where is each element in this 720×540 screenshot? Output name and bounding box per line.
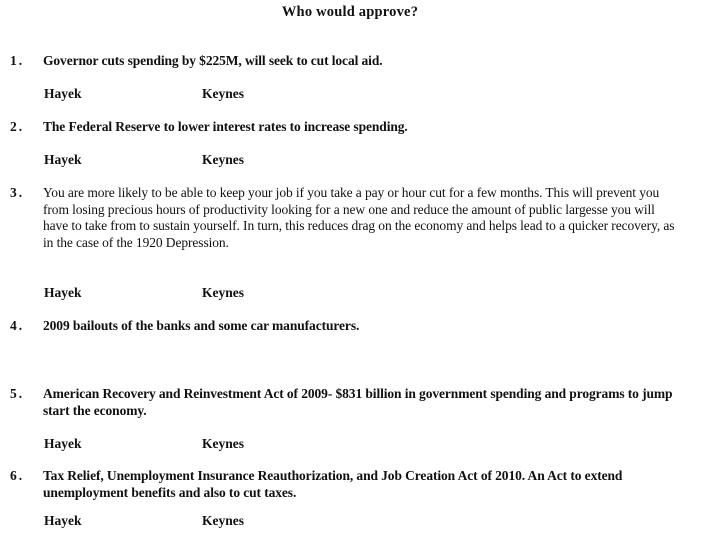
question-text: American Recovery and Reinvestment Act of 2009- $831 billion in government spending and programs to jump start the economy. (43, 386, 673, 418)
question-text: Tax Relief, Unemployment Insurance Reauthorization, and Job Creation Act of 2010. An Act to extend unemployment benefits and also to cut taxes. (43, 468, 623, 500)
question-number: 3. (10, 185, 25, 200)
question-text: 2009 bailouts of the banks and some car manufacturers. (43, 318, 360, 333)
question-text: You are more likely to be able to keep your job if you take a pay or hour cut for a few months. This will prevent you from losing precious hours of productivity looking for a new one and reduce the amount of public largesse you will have to take from to sustain yourself. In turn, this reduces drag on the economy and helps lead to a quicker recovery, as in the case of the 1920 Depression. (43, 185, 675, 250)
option-hayek[interactable]: Hayek (44, 152, 82, 167)
question-1 (10, 53, 690, 70)
option-hayek[interactable]: Hayek (44, 285, 82, 300)
question-number: 4. (10, 318, 25, 333)
option-hayek[interactable]: Hayek (44, 436, 82, 451)
option-keynes[interactable]: Keynes (202, 285, 244, 300)
option-hayek[interactable]: Hayek (44, 513, 82, 528)
question-6 (10, 468, 690, 501)
option-keynes[interactable]: Keynes (202, 436, 244, 451)
question-2 (10, 119, 690, 136)
question-3 (10, 185, 690, 251)
page-title: Who would approve? (281, 4, 419, 20)
question-5 (10, 386, 690, 419)
question-4 (10, 318, 690, 335)
question-number: 1. (10, 53, 25, 68)
option-keynes[interactable]: Keynes (202, 86, 244, 101)
option-keynes[interactable]: Keynes (202, 513, 244, 528)
question-text: The Federal Reserve to lower interest rates to increase spending. (43, 119, 408, 134)
question-text: Governor cuts spending by $225M, will seek to cut local aid. (43, 53, 383, 68)
option-keynes[interactable]: Keynes (202, 152, 244, 167)
question-number: 2. (10, 119, 25, 134)
question-number: 5. (10, 386, 25, 401)
option-hayek[interactable]: Hayek (44, 86, 82, 101)
question-number: 6. (10, 468, 25, 483)
